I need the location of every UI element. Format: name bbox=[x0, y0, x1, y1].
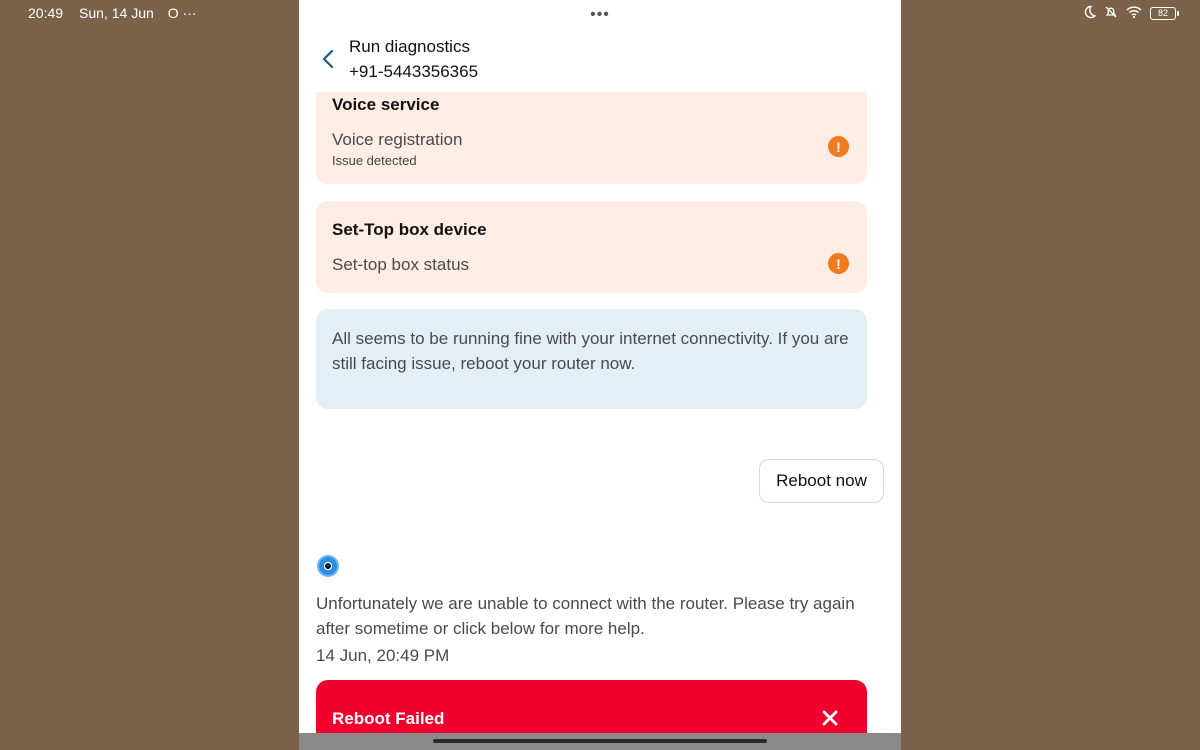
navigation-bar bbox=[299, 733, 901, 750]
page-title: Run diagnostics bbox=[349, 37, 470, 56]
status-date: Sun, 14 Jun bbox=[79, 5, 154, 21]
diagnostics-sheet bbox=[299, 0, 901, 733]
mute-bell-icon bbox=[1104, 5, 1118, 22]
voice-registration-label: Voice registration bbox=[332, 130, 463, 149]
status-time: 20:49 bbox=[28, 5, 64, 21]
set-top-box-card bbox=[316, 201, 867, 293]
voice-registration-status: Issue detected bbox=[332, 153, 417, 168]
status-extra: O ··· bbox=[167, 5, 197, 21]
chevron-left-icon bbox=[322, 49, 334, 69]
info-message: All seems to be running fine with your internet connectivity. If you are still facing issue, reboot your router now. bbox=[332, 329, 849, 373]
bot-message: Unfortunately we are unable to connect with the router. Please try again after sometime or click below for more help. bbox=[316, 594, 855, 638]
home-gesture-handle[interactable] bbox=[433, 739, 767, 743]
phone-number: +91-5443356365 bbox=[349, 62, 479, 81]
close-button[interactable] bbox=[819, 707, 841, 729]
voice-service-card bbox=[316, 92, 867, 184]
warning-icon: ! bbox=[828, 136, 849, 157]
info-message-card bbox=[316, 309, 867, 409]
message-timestamp: 14 Jun, 20:49 PM bbox=[316, 646, 450, 665]
wifi-icon bbox=[1126, 5, 1142, 22]
battery-icon: 82 bbox=[1150, 7, 1176, 20]
close-icon bbox=[822, 710, 838, 726]
set-top-box-title: Set-Top box device bbox=[332, 220, 487, 239]
sheet-grab-handle[interactable]: ••• bbox=[590, 6, 610, 23]
warning-icon: ! bbox=[828, 253, 849, 274]
bot-avatar bbox=[317, 555, 339, 577]
reboot-now-button[interactable]: Reboot now bbox=[759, 459, 884, 503]
reboot-failed-title: Reboot Failed bbox=[332, 709, 445, 728]
reboot-failed-card bbox=[316, 680, 867, 733]
do-not-disturb-icon bbox=[1082, 5, 1096, 22]
back-button[interactable] bbox=[317, 46, 339, 72]
voice-service-title: Voice service bbox=[332, 95, 440, 114]
set-top-box-status-label: Set-top box status bbox=[332, 255, 470, 274]
header bbox=[299, 34, 901, 92]
